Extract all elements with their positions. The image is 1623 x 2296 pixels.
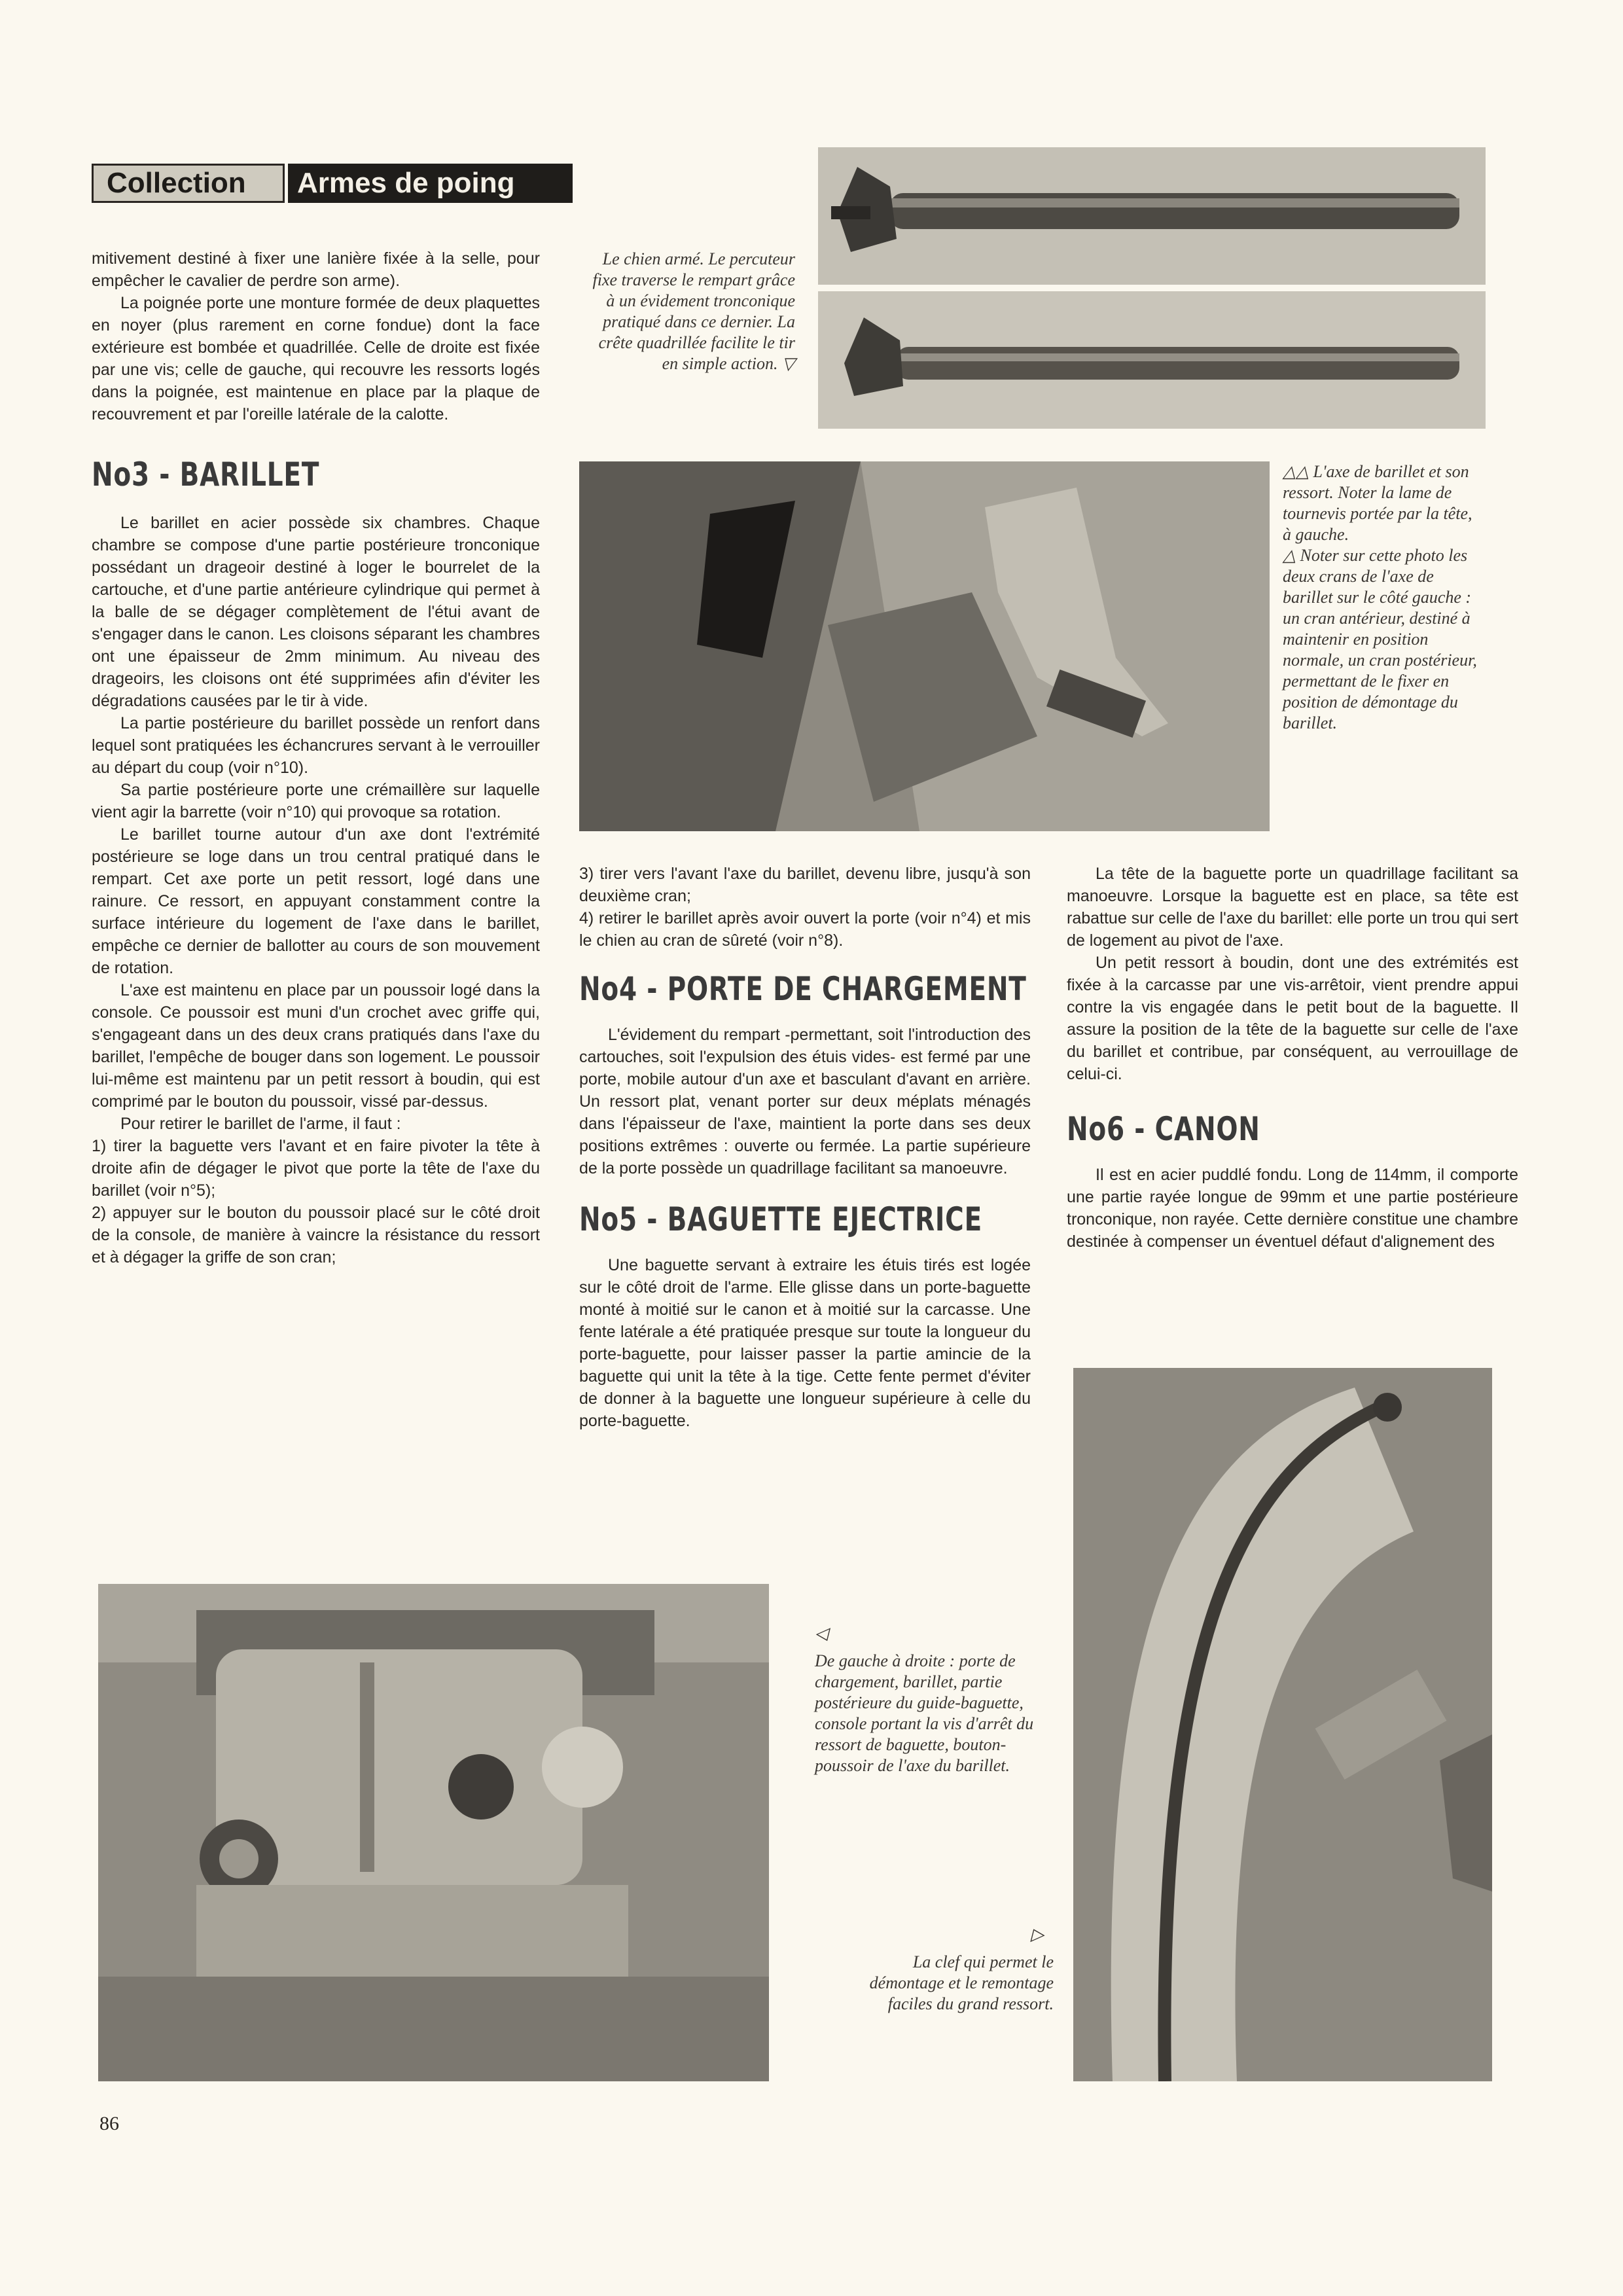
collection-label: Collection — [92, 164, 285, 203]
key-caption-arrow: ▷ — [1031, 1925, 1044, 1944]
barillet-paragraph-3: Sa partie postérieure porte une crémaillère sur laquelle vient agir la barrette (voir n°10) qui provoque sa rotation. — [92, 781, 540, 821]
key-photo — [1073, 1368, 1492, 2081]
step-1: 1) tirer la baguette vers l'avant et en faire pivoter la tête à droite afin de dégager le pivot que porte la tête de l'axe du barillet (voir n°5); — [92, 1137, 540, 1200]
heading-canon: No6 - CANON — [1067, 1110, 1260, 1148]
column-1 — [92, 247, 540, 1268]
intro-paragraph-2: La poignée porte une monture formée de deux plaquettes en noyer (plus rarement en corne fondue) dont la face extérieure est bombée et quadrillée. Celle de droite est fixée par une vis; celle de gauche, qui recouvre les ressorts logés dans la poignée, est maintenue en place par la plaque de recouvrement et par l'oreille latérale de la calotte. — [92, 294, 540, 423]
intro-paragraph-1: mitivement destiné à fixer une lanière fixée à la selle, pour empêcher le cavalier de perdre son arme). — [92, 249, 540, 290]
column-3 — [1067, 863, 1518, 1253]
baguette-paragraph-2: La tête de la baguette porte un quadrillage facilitant sa manoeuvre. Lorsque la baguette est en place, sa tête est rabattue sur celle de l'axe du barillet: elle porte un trou qui sert de logement au pivot de l'axe. — [1067, 865, 1518, 950]
section-header — [92, 164, 573, 203]
axle-caption: △△ L'axe de barillet et son ressort. Noter la lame de tournevis portée par la tête, à gauche. △ Noter sur cette photo les deux crans de l'axe de barillet sur le côté gauche : un cran antérieur, destiné à maintenir en position normale, un cran postérieur, permettant de le fixer en position de démontage du barillet. — [1283, 462, 1477, 732]
revolver-parts-photo — [98, 1584, 769, 2081]
hammer-caption: Le chien armé. Le percuteur fixe traverse le rempart grâce à un évidement tronconique pratiqué dans ce dernier. La crête quadrillée facilite le tir en simple action. ▽ — [592, 249, 795, 373]
step-4: 4) retirer le barillet après avoir ouvert la porte (voir n°4) et mis le chien au cran de sûreté (voir n°8). — [579, 909, 1031, 950]
porte-paragraph: L'évidement du rempart -permettant, soit l'introduction des cartouches, soit l'expulsion des étuis vides- est fermé par une porte, mobile autour d'un axe et basculant d'avant en arrière. Un ressort plat, venant porter sur deux méplats ménagés dans l'épaisseur de l'axe, maintient la porte dans ses deux positions extrêmes : ouverte ou fermée. La partie supérieure de la porte possède un quadrillage facilitant sa manoeuvre. — [579, 1026, 1031, 1177]
barillet-paragraph-2: La partie postérieure du barillet possède un renfort dans lequel sont pratiquées les échancrures servant à le verrouiller au départ du coup (voir n°10). — [92, 714, 540, 777]
heading-baguette: No5 - BAGUETTE EJECTRICE — [579, 1200, 983, 1238]
axle-photo-top — [818, 147, 1486, 285]
baguette-paragraph: Une baguette servant à extraire les étuis tirés est logée sur le côté droit de l'arme. Elle glisse dans un porte-baguette monté à moitié sur le canon et à moitié sur la carcasse. Une fente latérale a été pratiquée presque sur toute la longueur du porte-baguette, pour laisser passer la partie amincie de la baguette qui unit la tête à la tige. Cette fente permet d'éviter de donner à la baguette une longueur supérieure à celle du porte-baguette. — [579, 1256, 1031, 1430]
parts-caption: De gauche à droite : porte de chargement, barillet, partie postérieure du guide-baguette, console portant la vis d'arrêt du ressort de baguette, bouton-poussoir de l'axe du barillet. — [815, 1651, 1034, 1775]
axle-photo-bottom — [818, 291, 1486, 429]
key-caption: La clef qui permet le démontage et le remontage faciles du grand ressort. — [869, 1952, 1054, 2013]
heading-barillet: No3 - BARILLET — [92, 456, 320, 493]
barillet-paragraph-6: Pour retirer le barillet de l'arme, il faut : — [120, 1115, 401, 1133]
barillet-paragraph-4: Le barillet tourne autour d'un axe dont l'extrémité postérieure se loge dans un trou central pratiqué dans le rempart. Cet axe porte un petit ressort, logé dans une rainure. Ce ressort, en appuyant constamment contre la surface intérieure du logement de l'axe dans le barillet, empêche ce dernier de ballotter au cours de son mouvement de rotation. — [92, 825, 540, 977]
barillet-paragraph-1: Le barillet en acier possède six chambres. Chaque chambre se compose d'une partie postérieure tronconique possédant un drageoir destiné à loger le bourrelet de la cartouche, et d'une partie antérieure cylindrique qui permet à la balle de se dégager complètement de l'étui avant de s'engager dans le canon. Les cloisons séparant les chambres ont une épaisseur de 2mm minimum. Au niveau des drageoirs, les cloisons ont été supprimées afin d'éviter les dégradations causées par le tir à vide. — [92, 514, 540, 710]
column-2 — [579, 863, 1031, 1432]
baguette-paragraph-3: Un petit ressort à boudin, dont une des extrémités est fixée à la carcasse par une vis-arrêtoir, vient prendre appui contre la vis engagée dans le petit bout de la baguette. Il assure la position de la tête de la baguette sur celle de l'axe du barillet et contribue, par conséquent, au verrouillage de celui-ci. — [1067, 954, 1518, 1083]
canon-paragraph: Il est en acier puddlé fondu. Long de 114mm, il comporte une partie rayée longue de 99mm et une partie postérieure tronconique, non rayée. Cette dernière constitue une chambre destinée à compenser un éventuel défaut d'alignement des — [1067, 1166, 1518, 1251]
step-3: 3) tirer vers l'avant l'axe du barillet, devenu libre, jusqu'à son deuxième cran; — [579, 865, 1031, 905]
parts-caption-arrow: ◁ — [815, 1624, 828, 1643]
hammer-photo — [579, 461, 1270, 831]
step-2: 2) appuyer sur le bouton du poussoir placé sur le côté droit de la console, de manière à vaincre la résistance du ressort et à dégager la griffe de son cran; — [92, 1204, 540, 1266]
heading-porte-chargement: No4 - PORTE DE CHARGEMENT — [579, 970, 1027, 1008]
page-number: 86 — [99, 2113, 119, 2134]
barillet-paragraph-5: L'axe est maintenu en place par un poussoir logé dans la console. Ce poussoir est muni d'un crochet avec griffe qui, s'engageant dans un des deux crans pratiqués dans l'axe du barillet, l'empêche de bouger dans son logement. Le poussoir lui-même est maintenu par un petit ressort à boudin, qui est comprimé par le bouton du poussoir, vissé par-dessus. — [92, 981, 540, 1111]
section-title: Armes de poing — [288, 164, 573, 203]
